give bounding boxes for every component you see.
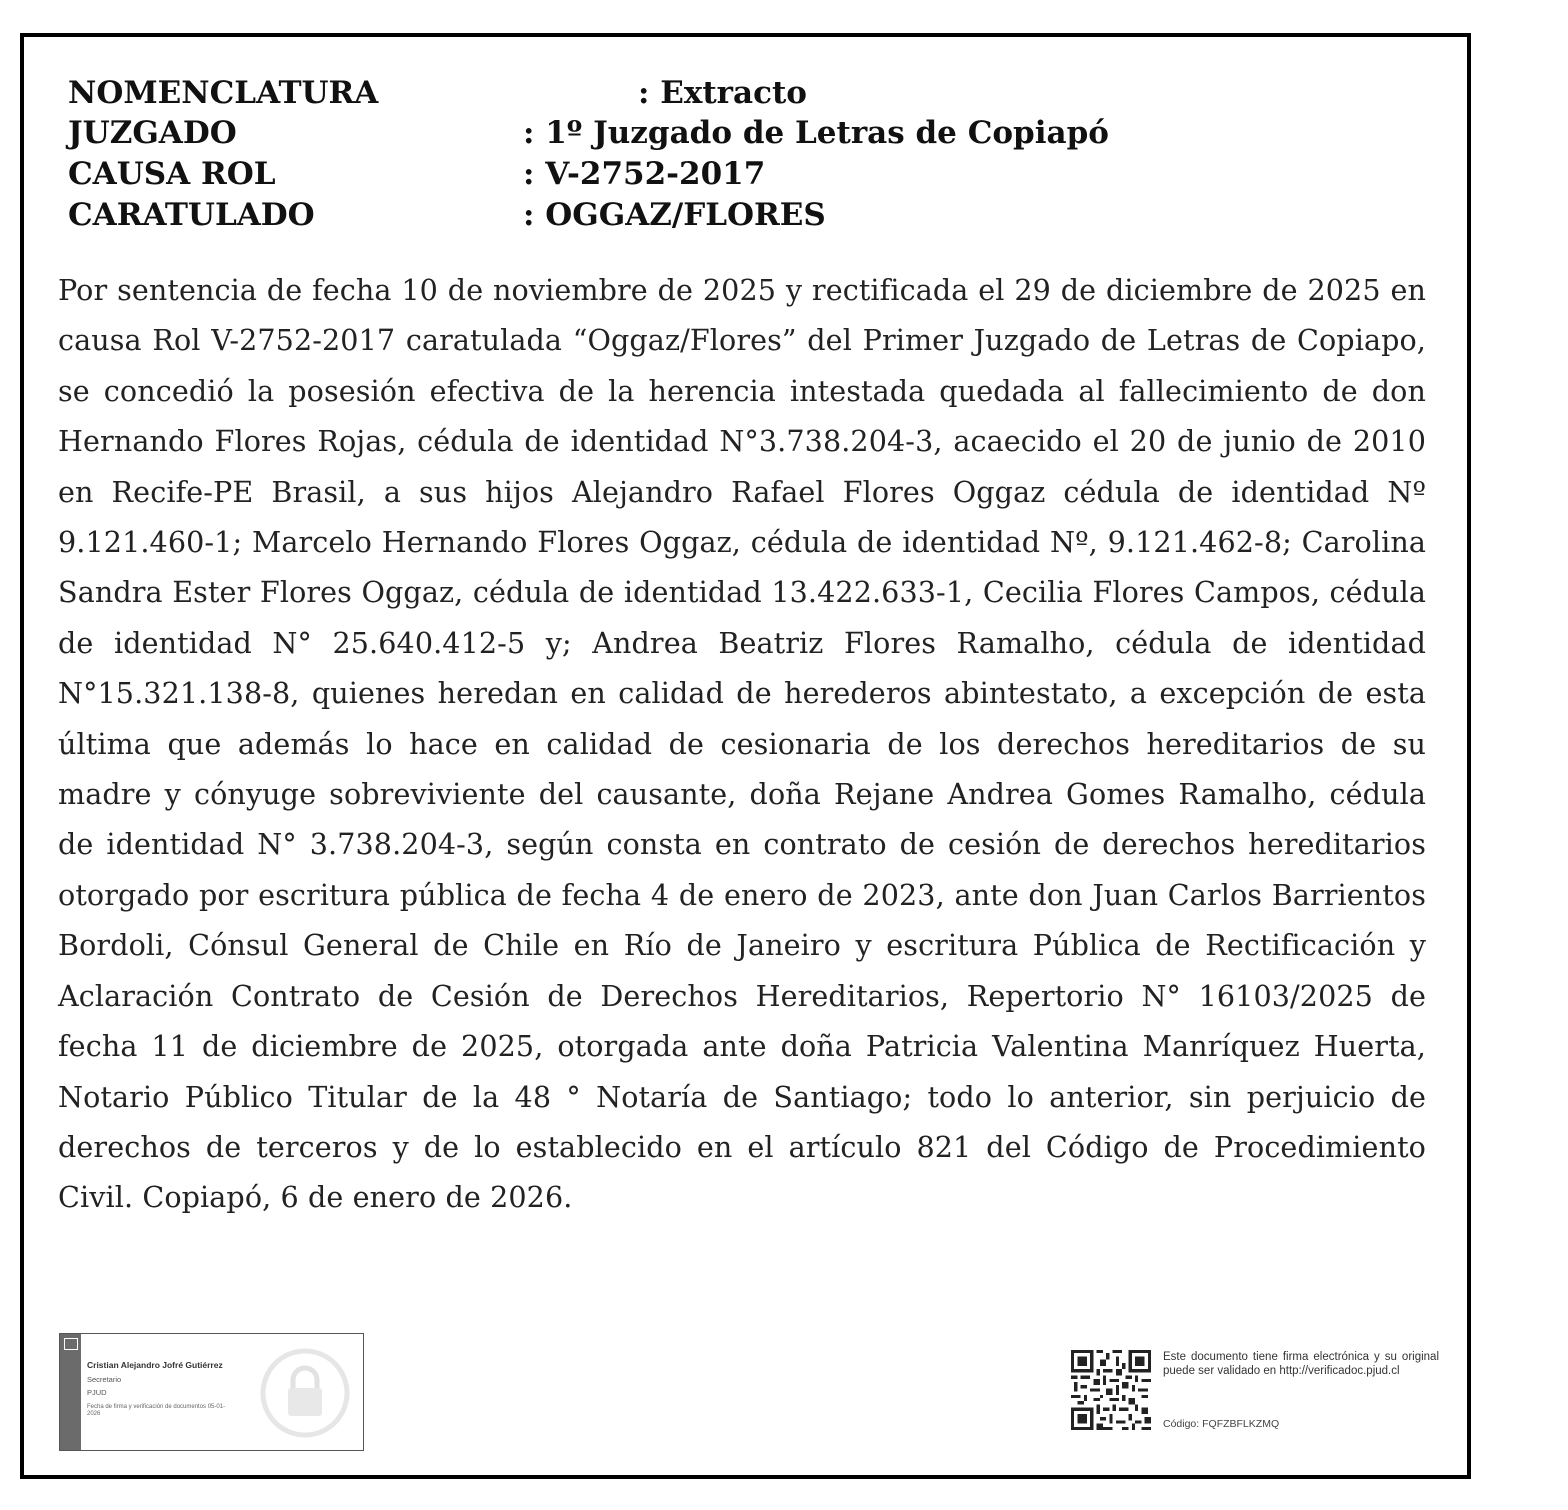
signature-side-bar: [60, 1334, 81, 1450]
header-label: CARATULADO: [68, 197, 315, 233]
signature-note: Fecha de firma y verificación de documentos 05-01-2026: [87, 1404, 226, 1417]
header-value: : V-2752-2017: [523, 156, 766, 192]
header-value: : OGGAZ/FLORES: [523, 197, 826, 233]
signer-role: Secretario: [87, 1375, 122, 1384]
verification-code: Código: FQFZBFLKZMQ: [1163, 1418, 1280, 1430]
header-label: JUZGADO: [68, 115, 237, 151]
signer-name: Cristian Alejandro Jofré Gutiérrez: [87, 1360, 223, 1370]
header-label: CAUSA ROL: [68, 156, 276, 192]
qr-code-icon: [1071, 1350, 1151, 1430]
signer-org: PJUD: [87, 1388, 107, 1397]
header-value: : Extracto: [638, 75, 807, 111]
header-label: NOMENCLATURA: [68, 75, 379, 111]
flag-icon: [64, 1338, 78, 1350]
verification-note: Este documento tiene firma electrónica y su original puede ser validado en http://verificadoc.pjud.cl: [1163, 1351, 1439, 1377]
extract-body-paragraph: Por sentencia de fecha 10 de noviembre de 2025 y rectificada el 29 de diciembre de 2025 en causa Rol V-2752-2017 caratulada “Oggaz/Flores” del Primer Juzgado de Letras de Copiapo, se concedió la posesión efectiva de la herencia intestada quedada al fallecimiento de don Hernando Flores Rojas, cédula de identidad N°3.738.204-3, acaecido el 20 de junio de 2010 en Recife-PE Brasil, a sus hijos Alejandro Rafael Flores Oggaz cédula de identidad Nº 9.121.460-1; Marcelo Hernando Flores Oggaz, cédula de identidad Nº, 9.121.462-8; Carolina Sandra Ester Flores Oggaz, cédula de identidad 13.422.633-1, Cecilia Flores Campos, cédula de identidad N° 25.640.412-5 y; Andrea Beatriz Flores Ramalho, cédula de identidad N°15.321.138-8, quienes heredan en calidad de herederos abintestato, a excepción de esta última que además lo hace en calidad de cesionaria de los derechos hereditarios de su madre y cónyuge sobreviviente del causante, doña Rejane Andrea Gomes Ramalho, cédula de identidad N° 3.738.204-3, según consta en contrato de cesión de derechos hereditarios otorgado por escritura pública de fecha 4 de enero de 2023, ante don Juan Carlos Barrientos Bordoli, Cónsul General de Chile en Río de Janeiro y escritura Pública de Rectificación y Aclaración Contrato de Cesión de Derechos Hereditarios, Repertorio N° 16103/2025 de fecha 11 de diciembre de 2025, otorgada ante doña Patricia Valentina Manríquez Huerta, Notario Público Titular de la 48 ° Notaría de Santiago; todo lo anterior, sin perjuicio de derechos de terceros y de lo establecido en el artículo 821 del Código de Procedimiento Civil. Copiapó, 6 de enero de 2026.: [58, 273, 1426, 1215]
electronic-signature-box: [59, 1333, 364, 1451]
document-frame: [20, 33, 1471, 1479]
header-value: : 1º Juzgado de Letras de Copiapó: [523, 115, 1109, 151]
lock-icon: [260, 1348, 350, 1438]
